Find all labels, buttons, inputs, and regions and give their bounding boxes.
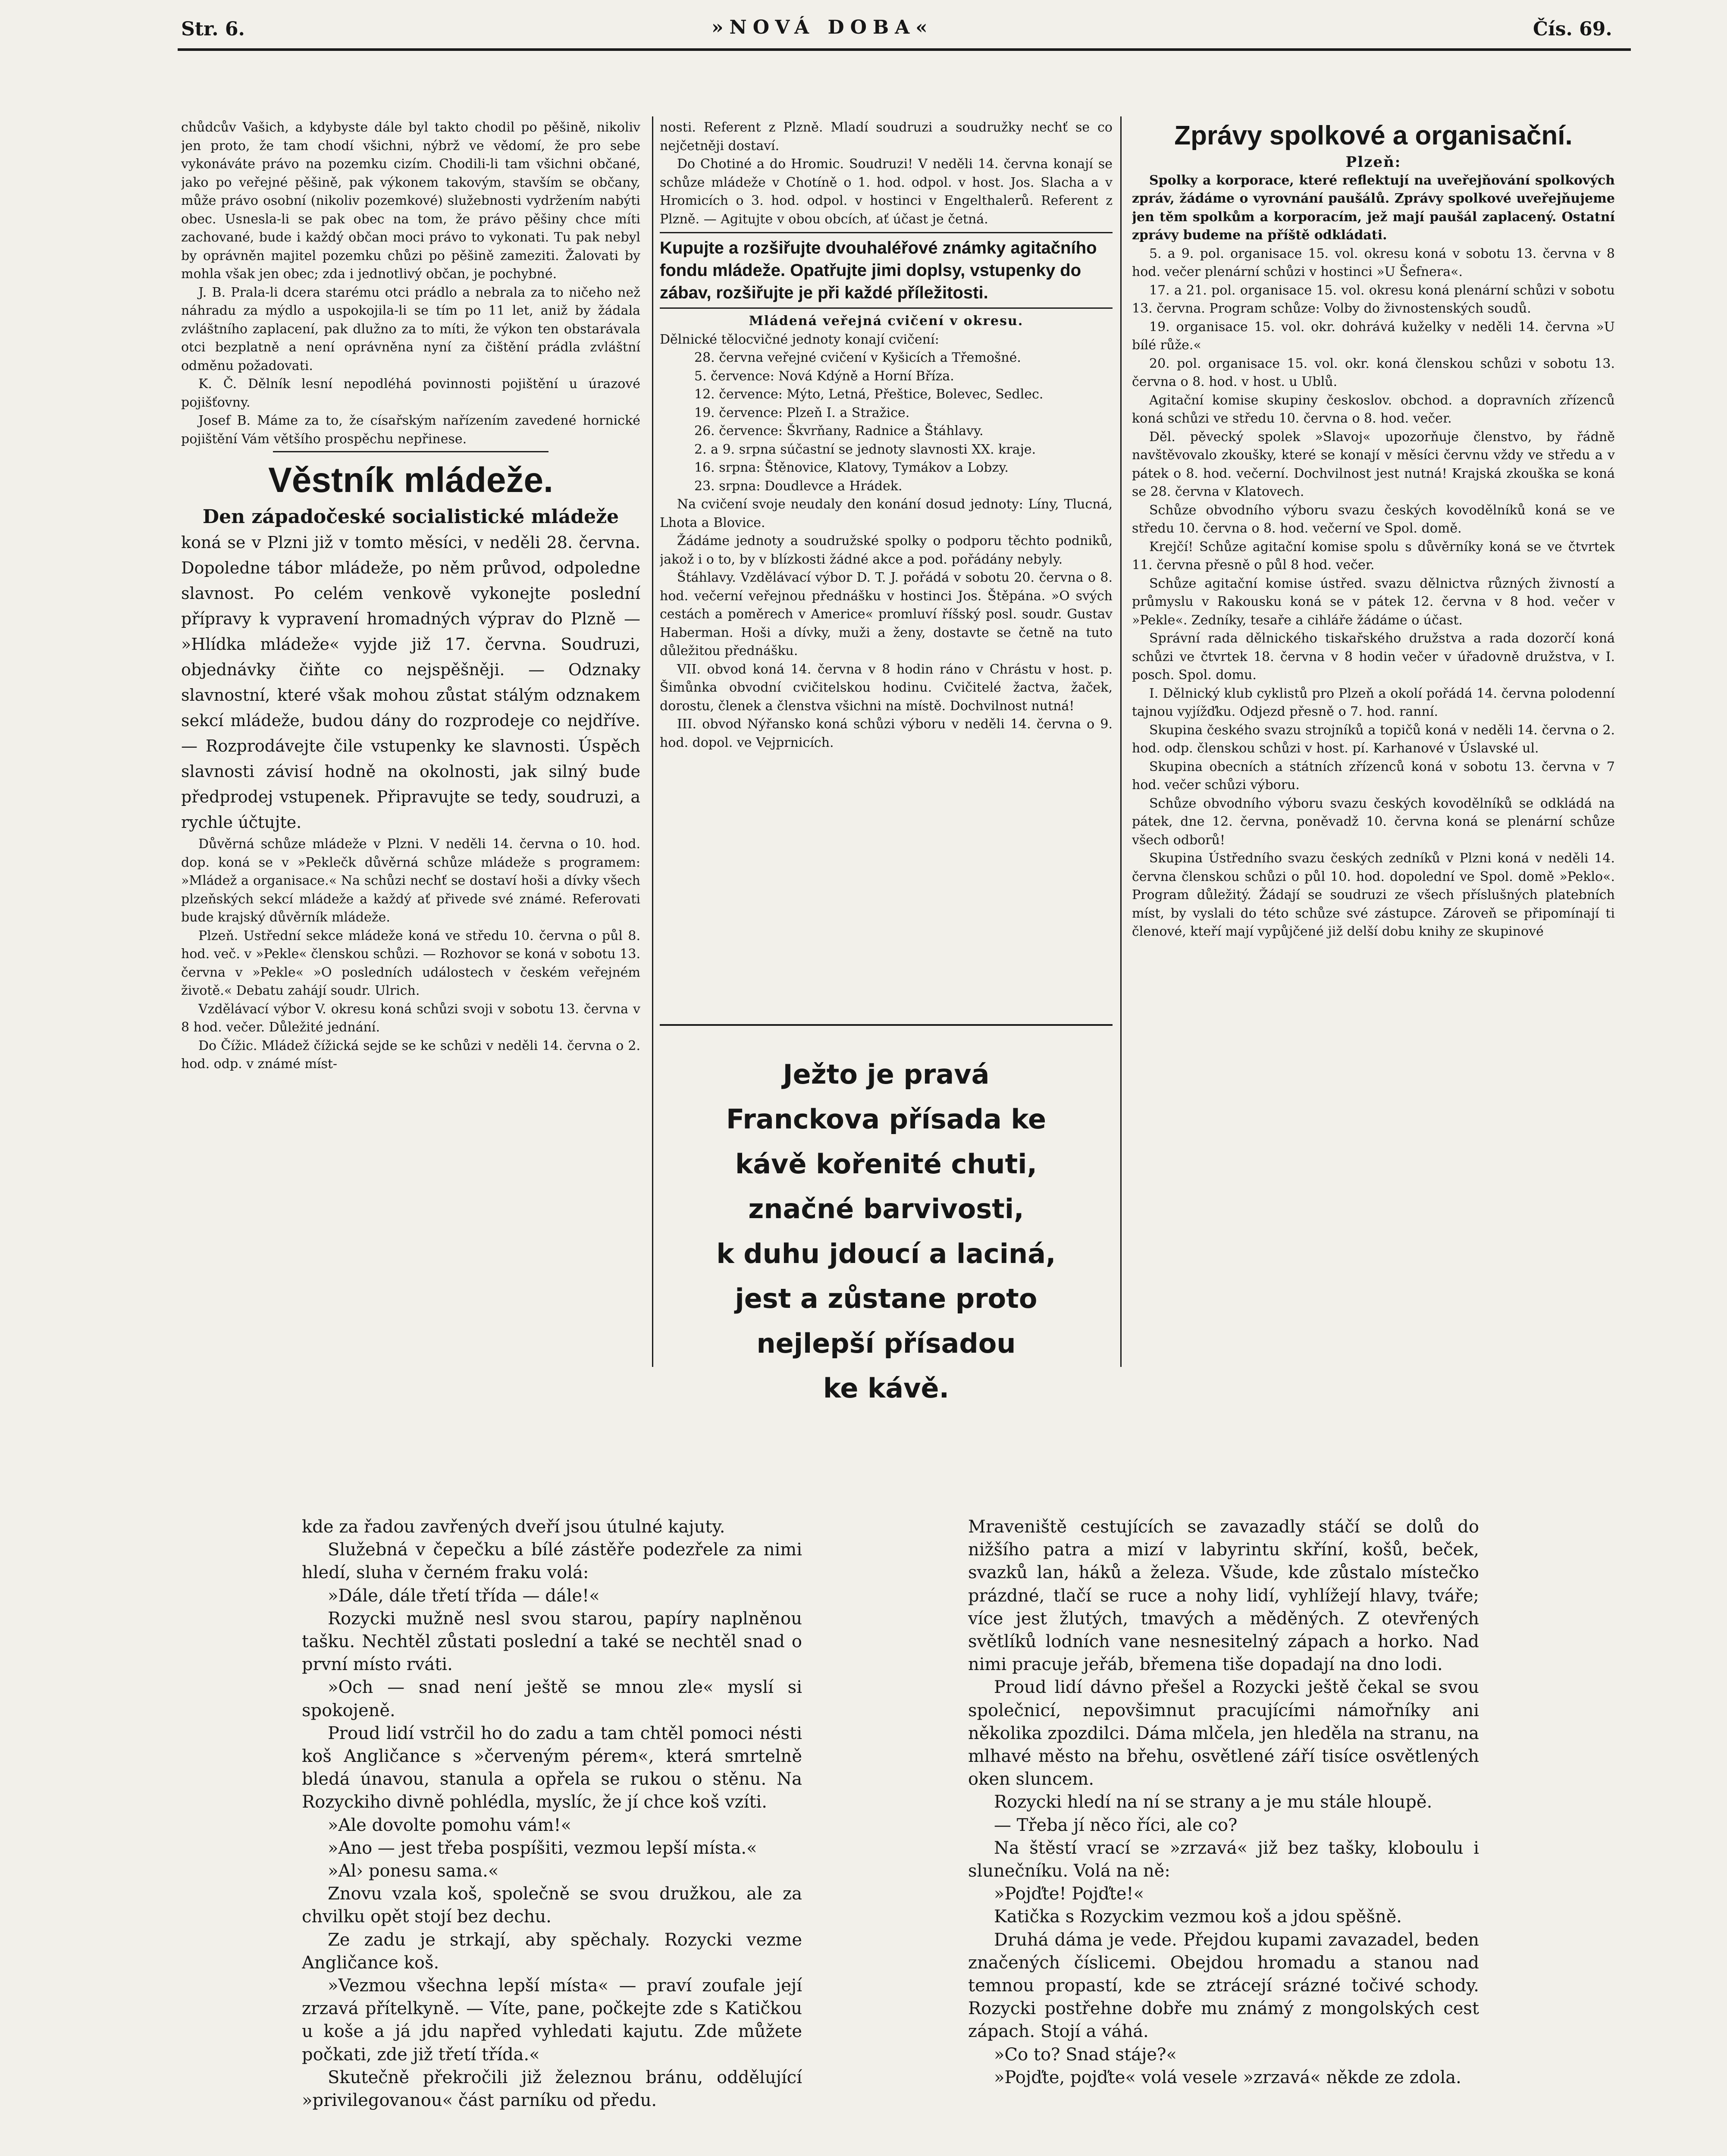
story-left-column	[302, 1516, 802, 2156]
notice-iii-obvod: III. obvod Nýřansko koná schůzi výboru v neděli 14. června o 9. hod. dopol. ve Vejprnicích.	[660, 717, 1113, 750]
lead-paragraph: koná se v Plzni již v tomto měsíci, v neděli 28. června. Dopoledne tábor mládeže, po něm průvod, odpoledne slavnost. Po celém venkově vykonejte poslední přípravy k vypravení hromadných výprav do Plzně — »Hlídka mládeže« vyjde již 17. června. Soudruzi, objednávky čiňte co nejspěšněji. — Odznaky slavnostní, které však mohou zůstat stálým odznakem sekcí mládeže, budou dány do rozprodeje co nejdříve. — Rozprodávejte čile vstupenky ke slavnosti. Úspěch slavnosti závisí hodně na okolnosti, jak silný bude předprodej vstupenek. Připravujte se tedy, soudruzi, a rychle účtujte.	[181, 533, 640, 832]
org-notice: 17. a 21. pol. organisace 15. vol. okresu koná plenární schůzi v sobotu 13. června. Program schůze: Volby do živnostenských soudů.	[1132, 282, 1615, 316]
cviceni-item: 16. srpna: Štěnovice, Klatovy, Tymákov a Lobzy.	[694, 460, 1009, 475]
cviceni-item: 5. července: Nová Kdýně a Horní Bříza.	[694, 368, 954, 384]
newspaper-title: »NOVÁ DOBA«	[711, 16, 934, 38]
notice-plzen: Plzeň. Ustřední sekce mládeže koná ve středu 10. června o půl 8. hod. več. v »Pekle« členskou schůzi. — Rozhovor se koná v sobotu 13. června v »Pekle« »O posledních událostech v českém veřejném životě.« Debatu zahájí soudr. Ulrich.	[181, 928, 640, 998]
cviceni-item: 2. a 9. srpna súčastní se jednoty slavnosti XX. kraje.	[694, 442, 1036, 457]
legal-answer-2: J. B. Prala-li dcera starému otci prádlo a nebrala za to ničeho než náhradu za mýdlo a uspokojila-li se tím po 11 let, aniž by žádala zvláštního zaplacení, pak dlužno za to míti, že výkon ten obstarávala otci bezplatně a není oprávněna nyní za čištění prádla zvláštní odměnu požadovati.	[181, 285, 640, 373]
column-divider-2	[1120, 116, 1122, 1367]
story-paragraph: »Ano — jest třeba pospíšiti, vezmou lepší místa.«	[328, 1838, 757, 1858]
section-heading-zpravy: Zprávy spolkové a organisační.	[1174, 121, 1573, 150]
story-paragraph: »Pojďte, pojďte« volá vesele »zrzavá« někde ze zdola.	[994, 2067, 1461, 2087]
section-heading-vestnik: Věstník mládeže.	[268, 461, 553, 500]
cviceni-note-1: Na cvičení svoje neudaly den konání dosud jednoty: Líny, Tlucná, Lhota a Blovice.	[660, 497, 1113, 530]
story-paragraph: »Och — snad není ještě se mnou zle« myslí si spokojeně.	[302, 1677, 802, 1720]
org-notice: I. Dělnický klub cyklistů pro Plzeň a okolí pořádá 14. června polodenní tajnou vyjížďku. Odjezd přesně o 7. hod. ranní.	[1132, 686, 1615, 719]
advertisement-franck	[673, 1052, 1100, 1404]
story-paragraph: Proud lidí dávno přešel a Rozycki ještě čekal se svou společnicí, nepovšimnut pracujícími námořníky ani několika zpozdilci. Dáma mlčela, jen hleděla na stranu, na mlhavé město na břehu, osvětlené září tisíce osvětlených oken sluncem.	[968, 1677, 1479, 1789]
story-paragraph: »Pojďte! Pojďte!«	[994, 1884, 1144, 1904]
cviceni-intro: Dělnické tělocvičné jednoty konají cvičení:	[660, 332, 939, 347]
ad-line: jest a zůstane proto	[735, 1283, 1037, 1314]
story-paragraph: Rozycki hledí na ní se strany a je mu stále hloupě.	[994, 1792, 1432, 1812]
org-notice: 20. pol. organisace 15. vol. okr. koná členskou schůzi v sobotu 13. června o 8. hod. v host. u Ublů.	[1132, 356, 1615, 389]
col2-top-paragraph: nosti. Referent z Plzně. Mladí soudruzi a soudružky nechť se co nejčetněji dostaví.	[660, 120, 1113, 154]
cviceni-item: 23. srpna: Doudlevce a Hrádek.	[694, 478, 903, 494]
story-paragraph: Služebná v čepečku a bílé zástěře podezřele za nimi hledí, sluha v černém fraku volá:	[302, 1540, 802, 1583]
ad-rule-top	[660, 1024, 1113, 1026]
ad-line: nejlepší přísadou	[756, 1328, 1016, 1359]
org-notice: Správní rada dělnického tiskařského družstva a rada dozorčí koná schůzi ve čtvrtek 18. června v 8 hodin večer v úřadovně družstva, v I. posch. Spol. domu.	[1132, 631, 1615, 683]
story-paragraph: »Ale dovolte pomohu vám!«	[328, 1815, 572, 1835]
org-notice: Skupina obecních a státních zřízenců koná v sobotu 13. června v 7 hod. večer schůzi výboru.	[1132, 759, 1615, 793]
column-3	[1132, 119, 1615, 1369]
cviceni-item: 26. července: Škvrňany, Radnice a Štáhlavy.	[694, 423, 984, 439]
org-notice: Krejčí! Schůze agitační komise spolu s důvěrníky koná se ve čtvrtek 11. června přesně o půl 8 hod. večer.	[1132, 539, 1615, 573]
org-notice: Skupina českého svazu strojníků a topičů koná v neděli 14. června o 2. hod. odp. členskou schůzi v host. pí. Karhanové v Úslavské ul.	[1132, 722, 1615, 756]
legal-answer-3: K. Č. Dělník lesní nepodléhá povinnosti pojištění u úrazové pojišťovny.	[181, 376, 640, 410]
city-heading: Plzeň:	[1345, 154, 1401, 171]
story-paragraph: Katička s Rozyckim vezmou koš a jdou spěšně.	[994, 1907, 1402, 1927]
story-paragraph: »Dále, dále třetí třída — dále!«	[328, 1586, 600, 1606]
ad-line: kávě kořenité chuti,	[735, 1148, 1037, 1180]
notice-vii-obvod: VII. obvod koná 14. června v 8 hodin ráno v Chrástu v host. p. Šimůnka obvodní cvičitelskou hodinu. Cvičitelé žactva, žaček, dorostu, členek a členstva všichni na místě. Dochvilnost nutná!	[660, 661, 1113, 714]
cviceni-heading: Mládená veřejná cvičení v okresu.	[749, 313, 1024, 329]
intro-notice: Spolky a korporace, které reflektují na uveřejňování spolkových zpráv, žádáme o vyrovnání paušálů. Zprávy spolkové uveřejňujeme jen těm spolkům a korporacím, jež mají paušál zaplacený. Ostatní zprávy budeme na příště odkládati.	[1132, 172, 1615, 243]
org-notice: 5. a 9. pol. organisace 15. vol. okresu koná v sobotu 13. června v 8 hod. večer plenární schůzi v hostinci »U Šefnera«.	[1132, 246, 1615, 279]
story-paragraph: Rozycki mužně nesl svou starou, papíry naplněnou tašku. Nechtěl zůstati poslední a také se nechtěl snad o první místo rváti.	[302, 1608, 802, 1675]
story-paragraph: Proud lidí vstrčil ho do zadu a tam chtěl pomoci nésti koš Angličance s »červeným pérem«, která smrtelně bledá únavou, stanula a opřela se rukou o stěnu. Na Rozyckiho divně pohlédla, myslíc, že jí chce koš vzíti.	[302, 1723, 802, 1812]
story-right-column	[968, 1516, 1479, 2156]
ad-line: ke kávě.	[823, 1373, 950, 1404]
cviceni-list	[660, 349, 1113, 495]
story-paragraph: kde za řadou zavřených dveří jsou útulné kajuty.	[302, 1517, 725, 1537]
ad-line: Ježto je pravá	[783, 1059, 990, 1090]
notice-duverna-schuze: Důvěrná schůze mládeže v Plzni. V neděli 14. června o 10. hod. dop. koná se v »Peklečk důvěrná schůze mládeže s programem: »Mládež a organisace.« Na schůzi nechť se dostaví hoši a dívky všech plzeňských sekcí mládeže a každý ať přivede své známé. Referovati bude krajský důvěrník mládeže.	[181, 837, 640, 925]
page-number: Str. 6.	[181, 18, 245, 40]
story-paragraph: Ze zadu je strkají, aby spěchaly. Rozycki vezme Angličance koš.	[302, 1930, 802, 1973]
cviceni-item: 28. června veřejné cvičení v Kyšicích a Třemošné.	[694, 350, 1021, 365]
ad-line: Franckova přísada ke	[726, 1103, 1047, 1135]
story-paragraph: Znovu vzala koš, společně se svou družkou, ale za chvilku opět stojí bez dechu.	[302, 1884, 802, 1927]
notice-stahlavy: Štáhlavy. Vzdělávací výbor D. T. J. pořádá v sobotu 20. června o 8. hod. večerní veřejnou přednášku v hostinci Jos. Štěpána. »O svých cestách a poměrech v Americe« promluví říšský posl. soudr. Gustav Haberman. Hoši a dívky, muži a ženy, dostavte se četně na tuto důležitou přednášku.	[660, 570, 1113, 658]
story-paragraph: — Třeba jí něco říci, ale co?	[994, 1815, 1238, 1835]
appeal-rule-bottom	[660, 307, 1113, 309]
org-notice: Schůze obvodního výboru svazu českých kovodělníků se odkládá na pátek, dne 12. června, poněvadž 10. června koná se plenární schůze všech odborů!	[1132, 796, 1615, 848]
story-paragraph: »Vezmou všechna lepší místa« — praví zoufale její zrzavá přítelkyně. — Víte, pane, počkejte zde s Katičkou u koše a já jdu napřed vyhledati kajutu. Zde můžete počkati, zde již třetí třída.«	[302, 1976, 802, 2065]
org-notice: Agitační komise skupiny českoslov. obchod. a dopravních zřízenců koná schůzi ve středu 10. června o 8. hod. večer.	[1132, 392, 1615, 426]
story-paragraph: Skutečně překročili již železnou bránu, oddělující »privilegovanou« část parníku od předu.	[302, 2067, 802, 2111]
cviceni-note-2: Žádáme jednoty a soudružské spolky o podporu těchto podniků, jakož i o to, by v blízkosti žádné akce a pod. pořádány nebyly.	[660, 533, 1113, 567]
org-notice: Skupina Ústředního svazu českých zedníků v Plzni koná v neděli 14. června členskou schůzi o půl 10. hod. dopolední ve Spol. domě »Peklo«. Program důležitý. Žádají se soudruzi ze všech příslušných platebních míst, by vyslali do této schůze své zástupce. Zároveň se připomínají ti členové, kteří mají vypůjčené již delší dobu knihy ze skupinové	[1132, 851, 1615, 939]
cviceni-item: 12. července: Mýto, Letná, Přeštice, Bolevec, Sedlec.	[694, 387, 1044, 402]
column-divider-1	[652, 116, 653, 1367]
column-1	[181, 119, 640, 1369]
legal-answer-4: Josef B. Máme za to, že císařským nařízením zavedené hornické pojištění Vám většího prospěchu nepřinese.	[181, 413, 640, 447]
column-2	[660, 119, 1113, 1003]
appeal-stamps: Kupujte a rozšiřujte dvouhaléřové známky agitačního fondu mládeže. Opatřujte jimi doplsy, vstupenky do zábav, rozšiřujte je při každé příležitosti.	[660, 238, 1097, 302]
appeal-rule-top	[660, 232, 1113, 233]
ad-line: k duhu jdoucí a laciná,	[716, 1238, 1056, 1269]
notice-chotine-hromice: Do Chotiné a do Hromic. Soudruzi! V neděli 14. června konají se schůze mládeže v Chotíně o 1. hod. odpol. v host. Jos. Slacha a v Hromicích o 3. hod. odpol. v hostinci v Engelthalerů. Referent z Plzně. — Agitujte v obou obcích, ať účast je četná.	[660, 157, 1113, 227]
notice-vzdelavaci-vybor: Vzdělávací výbor V. okresu koná schůzi svoji v sobotu 13. června v 8 hod. večer. Důležité jednání.	[181, 1001, 640, 1035]
header-rule	[178, 48, 1631, 51]
org-notice: 19. organisace 15. vol. okr. dohrává kuželky v neděli 14. června »U bílé růže.«	[1132, 319, 1615, 353]
legal-answer-1: chůdcův Vašich, a kdybyste dále byl takto chodil po pěšině, nikoliv jen proto, že tam chodí všichni, nýbrž ve vědomí, že pro sebe vykonáváte právo na pozemku cizím. Chodili-li tam všichni občané, jako po veřejné pěšině, pak výkonem takovým, stavším se občany, může právo osobní (nikoliv pozemkové) služebnosti vydržením nabýti obec. Usnesla-li se pak obec na tom, že právo pěšiny chce míti zachované, bude i každý občan moci právo to vykonati. Tu pak nebyl by oprávněn majitel pozemku chůzi po pěšině zameziti. Žalovati by mohla však jen obec; zda i jednotlivý občan, je pochybné.	[181, 120, 640, 282]
section-subheading: Den západočeské socialistické mládeže	[202, 506, 619, 528]
org-notice: Schůze obvodního výboru svazu českých kovodělníků koná se ve středu 10. června o 8. hod. večerní ve Spol. domě.	[1132, 502, 1615, 536]
section-rule	[273, 451, 549, 452]
story-paragraph: Mraveniště cestujících se zavazadly stáčí se dolů do nižšího patra a mizí v labyrintu skříní, košů, beček, svazků lan, háků a železa. Všude, kde zůstalo místečko prázdné, tlačí se ruce a nohy lidí, vyhlížejí hlavy, tváře; více jest žlutých, tmavých a měděných. Z otevřených světlíků lodních vane nesnesitelný zápach a horko. Nad nimi pracuje jeřáb, břemena tiše dopadají na dno lodi.	[968, 1517, 1479, 1675]
issue-number: Čís. 69.	[1533, 18, 1612, 40]
story-paragraph: Druhá dáma je vede. Přejdou kupami zavazadel, beden značených číslicemi. Obejdou hromadu a stanou nad temnou propastí, kde se ztrácejí srázné točivé schody. Rozycki postřehne dobře mu známý z mongolských cest zápach. Stojí a váhá.	[968, 1930, 1479, 2042]
ad-line: značné barvivosti,	[748, 1193, 1024, 1225]
story-paragraph: Na štěstí vrací se »zrzavá« již bez tašky, kloboulu i slunečníku. Volá na ně:	[968, 1838, 1479, 1881]
story-paragraph: »Co to? Snad stáje?«	[994, 2044, 1177, 2065]
org-notice: Děl. pěvecký spolek »Slavoj« upozorňuje členstvo, by řádně navštěvovalo zkoušky, které se konají v měsíci červnu vždy ve středu a v pátek o 8. hod. večerní. Dochvilnost jest nutná! Krajská zkouška se koná se 28. června v Klatovech.	[1132, 429, 1615, 499]
org-notice: Schůze agitační komise ústřed. svazu dělnictva různých živností a průmyslu v Rakousku koná se v pátek 12. června v 8 hod. večer v »Pekle«. Zedníky, tesaře a cihláře žádáme o účast.	[1132, 576, 1615, 628]
cviceni-item: 19. července: Plzeň I. a Stražice.	[694, 405, 910, 420]
story-paragraph: »Al› ponesu sama.«	[328, 1861, 499, 1881]
notice-do-cizic: Do Čížic. Mládež čížická sejde se ke schůzi v neděli 14. června o 2. hod. odp. v známé míst-	[181, 1038, 640, 1072]
